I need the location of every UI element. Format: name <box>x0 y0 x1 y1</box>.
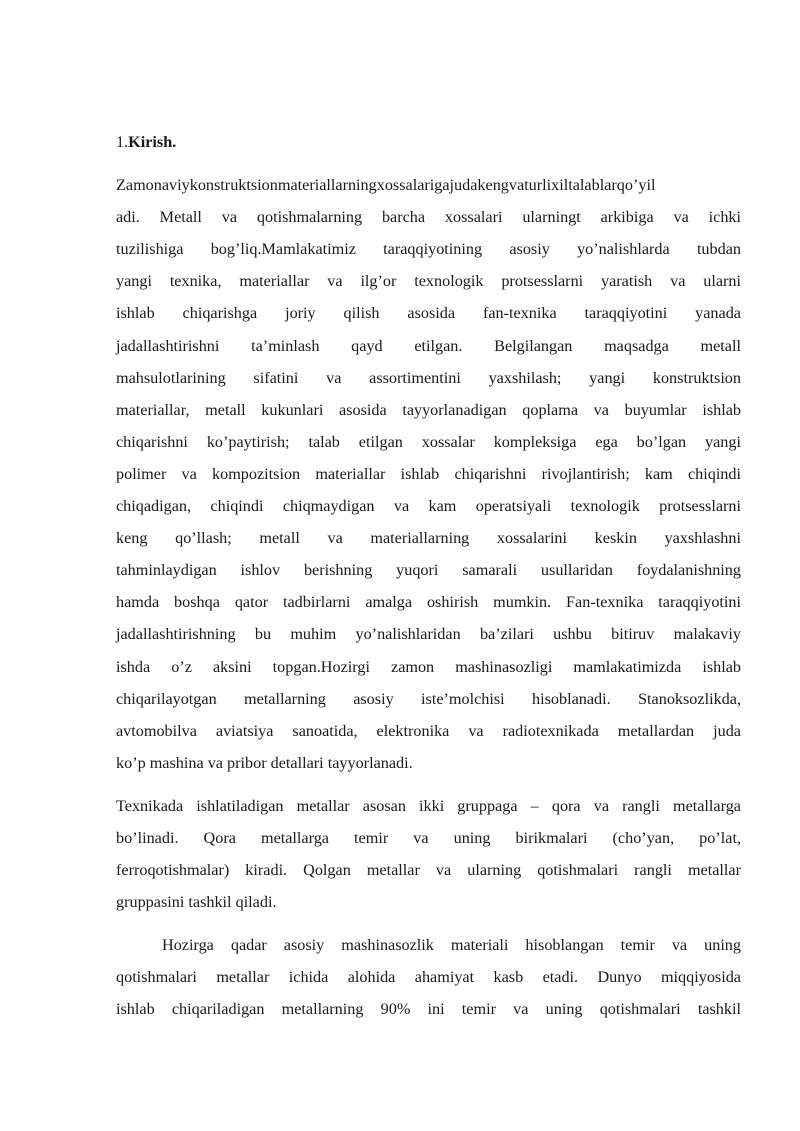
text-line: qotishmalari metallar ichida alohida ahamiyat kasb etadi. Dunyo miqqiyosida <box>116 968 741 987</box>
text-line: ferroqotishmalar) kiradi. Qolgan metallar va ularning qotishmalari rangli metallar <box>116 861 741 880</box>
document-body <box>116 126 741 1037</box>
text-line: ko’p mashina va pribor detallari tayyorlanadi. <box>116 753 413 772</box>
heading-title: Kirish. <box>128 133 177 151</box>
text-line: ishlab chiqarishga joriy qilish asosida fan-texnika taraqqiyotini yanada <box>116 304 741 323</box>
text-line: chiqarilayotgan metallarning asosiy iste’molchisi hisoblanadi. Stanoksozlikda, <box>116 689 741 708</box>
text-line: gruppasini tashkil qiladi. <box>116 893 277 912</box>
text-line: Texnikada ishlatiladigan metallar asosan ikki gruppaga – qora va rangli metallarga <box>116 796 741 815</box>
text-line: bo’linadi. Qora metallarga temir va uning birikmalari (cho’yan, po’lat, <box>116 828 741 847</box>
text-line: tuzilishiga bog’liq.Mamlakatimiz taraqqiyotining asosiy yo’nalishlarda tubdan <box>116 240 741 259</box>
text-line: adi. Metall va qotishmalarning barcha xossalari ularningt arkibiga va ichki <box>116 208 741 227</box>
text-line: chiqarishni ko’paytirish; talab etilgan xossalar kompleksiga ega bo’lgan yangi <box>116 432 741 451</box>
text-line: tahminlaydigan ishlov berishning yuqori samarali usullaridan foydalanishning <box>116 561 741 580</box>
paragraph-iron-alloys <box>116 929 741 1025</box>
text-line: ishda o’z aksini topgan.Hozirgi zamon mashinasozligi mamlakatimizda ishlab <box>116 657 741 676</box>
text-line: Hozirga qadar asosiy mashinasozlik materiali hisoblangan temir va uning <box>162 936 741 955</box>
text-line: Zamonaviykonstruktsionmateriallarningxossalarigajudakengvaturlixiltalablarqo’yil <box>116 176 656 195</box>
text-line: jadallashtirishni ta’minlash qayd etilgan. Belgilangan maqsadga metall <box>116 336 741 355</box>
text-line: ishlab chiqariladigan metallarning 90% ini temir va uning qotishmalari tashkil <box>116 1000 741 1019</box>
heading-number: 1. <box>116 133 129 151</box>
text-line: materiallar, metall kukunlari asosida tayyorlanadigan qoplama va buyumlar ishlab <box>116 400 741 419</box>
paragraph-intro <box>116 169 741 779</box>
text-line: jadallashtirishning bu muhim yo’nalishlaridan ba’zilari ushbu bitiruv malakaviy <box>116 625 741 644</box>
text-line: mahsulotlarining sifatini va assortimentini yaxshilash; yangi konstruktsion <box>116 368 741 387</box>
text-line: polimer va kompozitsion materiallar ishlab chiqarishni rivojlantirish; kam chiqindi <box>116 464 741 483</box>
text-line: keng qo’llash; metall va materiallarning xossalarini keskin yaxshlashni <box>116 529 741 548</box>
section-heading <box>116 126 741 158</box>
text-line: hamda boshqa qator tadbirlarni amalga oshirish mumkin. Fan-texnika taraqqiyotini <box>116 593 741 612</box>
text-line: chiqadigan, chiqindi chiqmaydigan va kam operatsiyali texnologik protsesslarni <box>116 497 741 516</box>
paragraph-metal-groups <box>116 790 741 918</box>
text-line: avtomobilva aviatsiya sanoatida, elektronika va radiotexnikada metallardan juda <box>116 721 741 740</box>
text-line: yangi texnika, materiallar va ilg’or texnologik protsesslarni yaratish va ularni <box>116 272 741 291</box>
